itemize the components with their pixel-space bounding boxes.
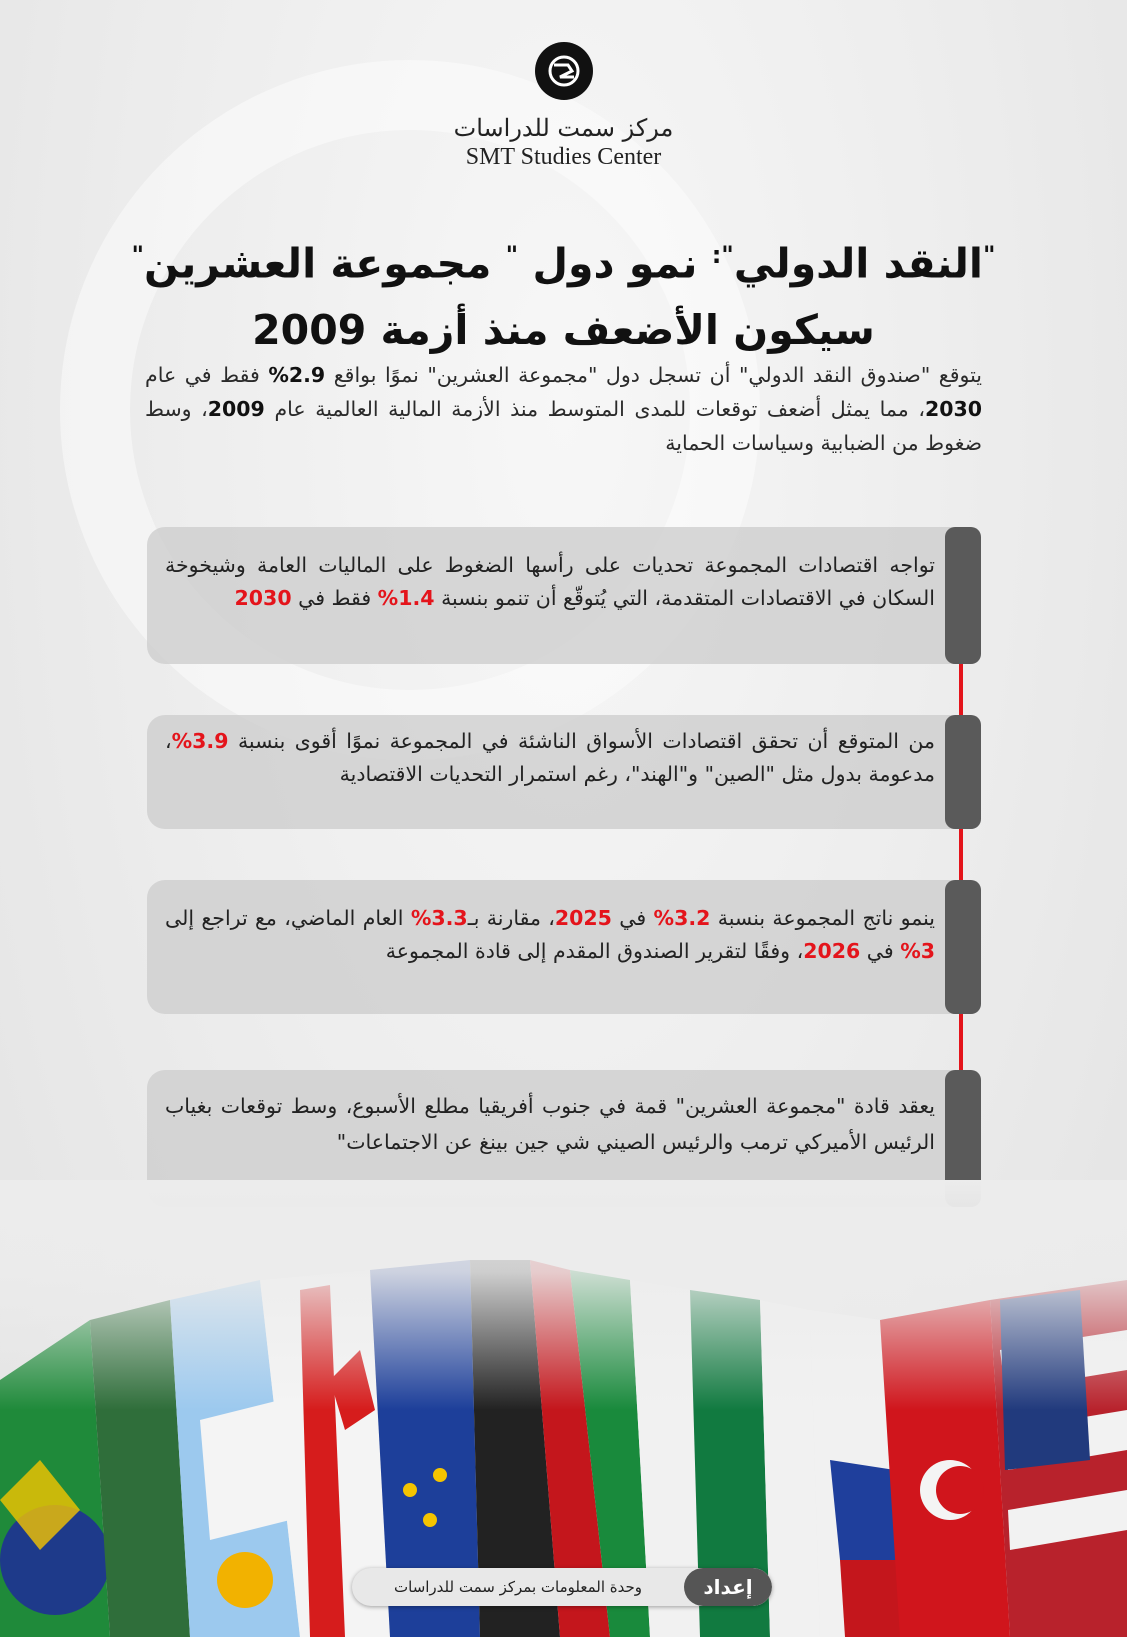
info-card-2 [147,715,981,829]
title-quote: " [131,241,145,269]
card-text [165,1088,935,1160]
card-tab [945,715,981,829]
title-line-1 [120,222,1007,297]
card-highlight: 3.3% [410,906,468,930]
intro-text: يتوقع "صندوق النقد الدولي" أن تسجل دول "مجموعة العشرين" نموًا بواقع [325,363,982,387]
intro-text: ، وسط ضغوط من الضبابية وسياسات الحماية [145,397,982,455]
card-text [165,902,935,968]
logo-english-name: SMT Studies Center [465,144,662,170]
card-text-part: ، مقارنة بـ [467,906,555,930]
title-line-2: سيكون الأضعف منذ أزمة 2009 [252,305,875,354]
title-quote: ": [711,241,734,269]
card-text-part: يعقد قادة "مجموعة العشرين" قمة في جنوب أفريقيا مطلع الأسبوع، وسط توقعات بغياب الرئيس الأميركي ترمب والرئيس الصيني شي جين بينغ عن الاجتماعات" [165,1094,935,1154]
card-highlight: 2026 [803,939,861,963]
card-tab [945,880,981,1014]
logo-arabic-name: مركز سمت للدراسات [453,114,674,142]
page-title [120,222,1007,363]
flags-fade-overlay [0,1180,1127,1410]
card-highlight: 2030 [234,586,292,610]
title-quote: " [982,241,996,269]
logo [0,42,1127,171]
title-part: النقد الدولي [733,239,983,288]
card-highlight: 3% [900,939,935,963]
card-text-part: ، مدعومة بدول مثل "الصين" و"الهند"، رغم استمرار التحديات الاقتصادية [165,729,935,786]
intro-value: 2009 [207,397,265,421]
card-text-part: ينمو ناتج المجموعة بنسبة [710,906,936,930]
intro-paragraph [145,358,982,460]
intro-text: فقط في عام [145,363,269,387]
card-text-part: العام الماضي، مع تراجع إلى [165,906,411,930]
card-text-part: تواجه اقتصادات المجموعة تحديات على رأسها الضغوط على الماليات العامة وشيخوخة السكان في الاقتصادات المتقدمة، التي يُتوقّع أن تنمو بنسبة [165,553,935,610]
footer-credit-pill [352,1568,772,1606]
intro-text: ، مما يمثل أضعف توقعات للمدى المتوسط منذ الأزمة المالية العالمية عام [264,397,925,421]
smt-logo-icon [535,42,593,100]
card-tab [945,527,981,664]
card-text-part: فقط في [291,586,378,610]
card-highlight: 3.9% [171,729,229,753]
card-text [165,549,935,615]
card-text [165,725,935,791]
intro-value: 2.9% [268,363,326,387]
card-highlight: 1.4% [377,586,435,610]
footer-text: وحدة المعلومات بمركز سمت للدراسات [394,1578,642,1596]
card-text-part: في [611,906,654,930]
card-text-part: من المتوقع أن تحقق اقتصادات الأسواق الناشئة في المجموعة نموًا أقوى بنسبة [228,729,935,753]
card-text-part: في [860,939,901,963]
title-part: مجموعة العشرين [144,239,506,288]
card-highlight: 2025 [554,906,612,930]
intro-value: 2030 [924,397,982,421]
info-card-3 [147,880,981,1014]
footer-label: إعداد [684,1568,772,1606]
title-quote: " [505,241,519,269]
info-card-1 [147,527,981,664]
card-text-part: ، وفقًا لتقرير الصندوق المقدم إلى قادة المجموعة [385,939,804,963]
timeline-connector [959,640,963,1080]
title-part: نمو دول [518,239,712,288]
card-highlight: 3.2% [653,906,711,930]
